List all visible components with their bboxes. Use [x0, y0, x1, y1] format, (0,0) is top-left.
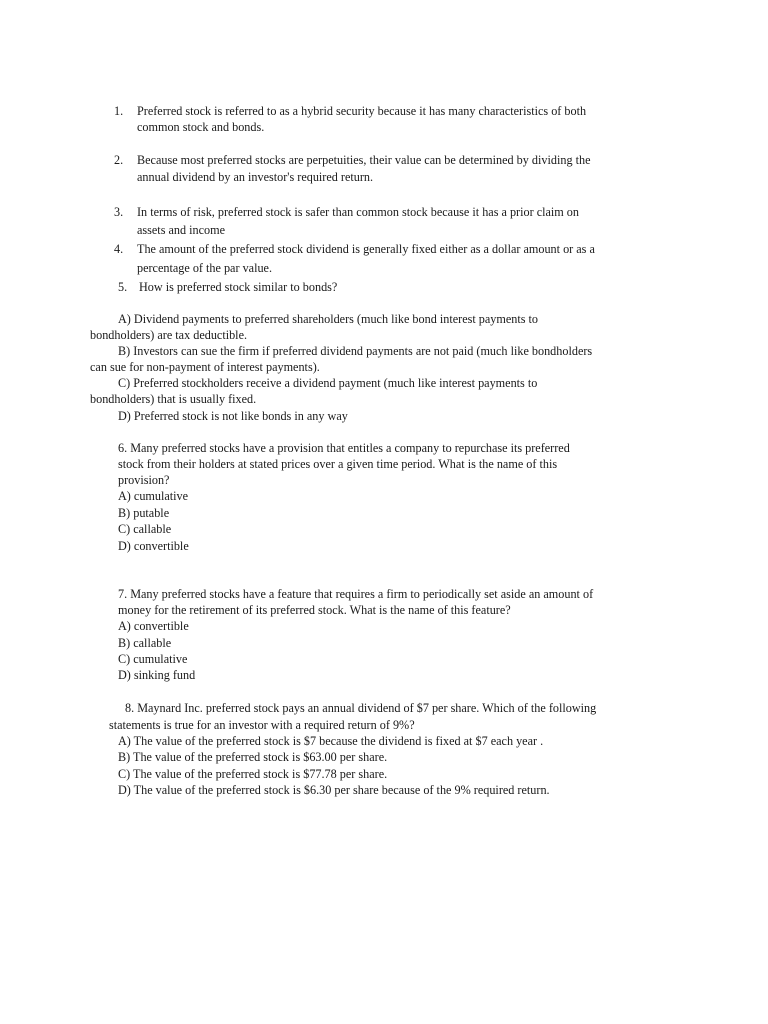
q5-option-d: D) Preferred stock is not like bonds in any way	[118, 409, 348, 423]
q6-option-a: A) cumulative	[118, 489, 189, 503]
q6-option-d: D) convertible	[118, 539, 189, 553]
q6-option-b: B) putable	[118, 506, 170, 520]
q5-option-b-line-1: B) Investors can sue the firm if preferred dividend payments are not paid (much like bondholders	[118, 344, 593, 358]
q6-line-3: provision?	[118, 473, 170, 487]
q4-line-1: The amount of the preferred stock dividend is generally fixed either as a dollar amount or as a	[137, 242, 595, 256]
q8-line-1: 8. Maynard Inc. preferred stock pays an annual dividend of $7 per share. Which of the following	[125, 701, 597, 715]
q6-line-1: 6. Many preferred stocks have a provision that entitles a company to repurchase its preferred	[118, 441, 570, 455]
q7-option-d: D) sinking fund	[118, 668, 196, 682]
q6-line-2: stock from their holders at stated prices over a given time period. What is the name of this	[118, 457, 558, 471]
q2-line-2: annual dividend by an investor's required return.	[137, 170, 374, 184]
q5-question: How is preferred stock similar to bonds?	[139, 280, 338, 294]
q3-line-2: assets and income	[137, 223, 225, 237]
q5-option-c-line-1: C) Preferred stockholders receive a dividend payment (much like interest payments to	[118, 376, 538, 390]
q4-number: 4.	[114, 242, 124, 256]
q8-option-d: D) The value of the preferred stock is $6.30 per share because of the 9% required return.	[118, 783, 550, 797]
q7-option-c: C) cumulative	[118, 652, 188, 666]
q1-number: 1.	[114, 104, 124, 118]
q7-option-b: B) callable	[118, 636, 172, 650]
q5-option-a-line-2: bondholders) are tax deductible.	[90, 328, 248, 342]
q3-line-1: In terms of risk, preferred stock is safer than common stock because it has a prior claim on	[137, 205, 579, 219]
q1-line-1: Preferred stock is referred to as a hybrid security because it has many characteristics of both	[137, 104, 587, 118]
q3-number: 3.	[114, 205, 124, 219]
q1-line-2: common stock and bonds.	[137, 120, 265, 134]
q2-line-1: Because most preferred stocks are perpetuities, their value can be determined by dividing the	[137, 153, 591, 167]
q5-option-c-line-2: bondholders) that is usually fixed.	[90, 392, 257, 406]
q7-line-1: 7. Many preferred stocks have a feature that requires a firm to periodically set aside an amount of	[118, 587, 594, 601]
q6-option-c: C) callable	[118, 522, 172, 536]
q8-option-c: C) The value of the preferred stock is $77.78 per share.	[118, 767, 388, 781]
q8-option-a: A) The value of the preferred stock is $7 because the dividend is fixed at $7 each year .	[118, 734, 544, 748]
q8-option-b: B) The value of the preferred stock is $63.00 per share.	[118, 750, 388, 764]
q2-number: 2.	[114, 153, 124, 167]
q5-number: 5.	[118, 280, 128, 294]
q5-option-a-line-1: A) Dividend payments to preferred shareholders (much like bond interest payments to	[118, 312, 539, 326]
q7-option-a: A) convertible	[118, 619, 189, 633]
q8-line-2: statements is true for an investor with a required return of 9%?	[109, 718, 415, 732]
q5-option-b-line-2: can sue for non-payment of interest payments).	[90, 360, 320, 374]
q4-line-2: percentage of the par value.	[137, 261, 273, 275]
q7-line-2: money for the retirement of its preferred stock. What is the name of this feature?	[118, 603, 511, 617]
